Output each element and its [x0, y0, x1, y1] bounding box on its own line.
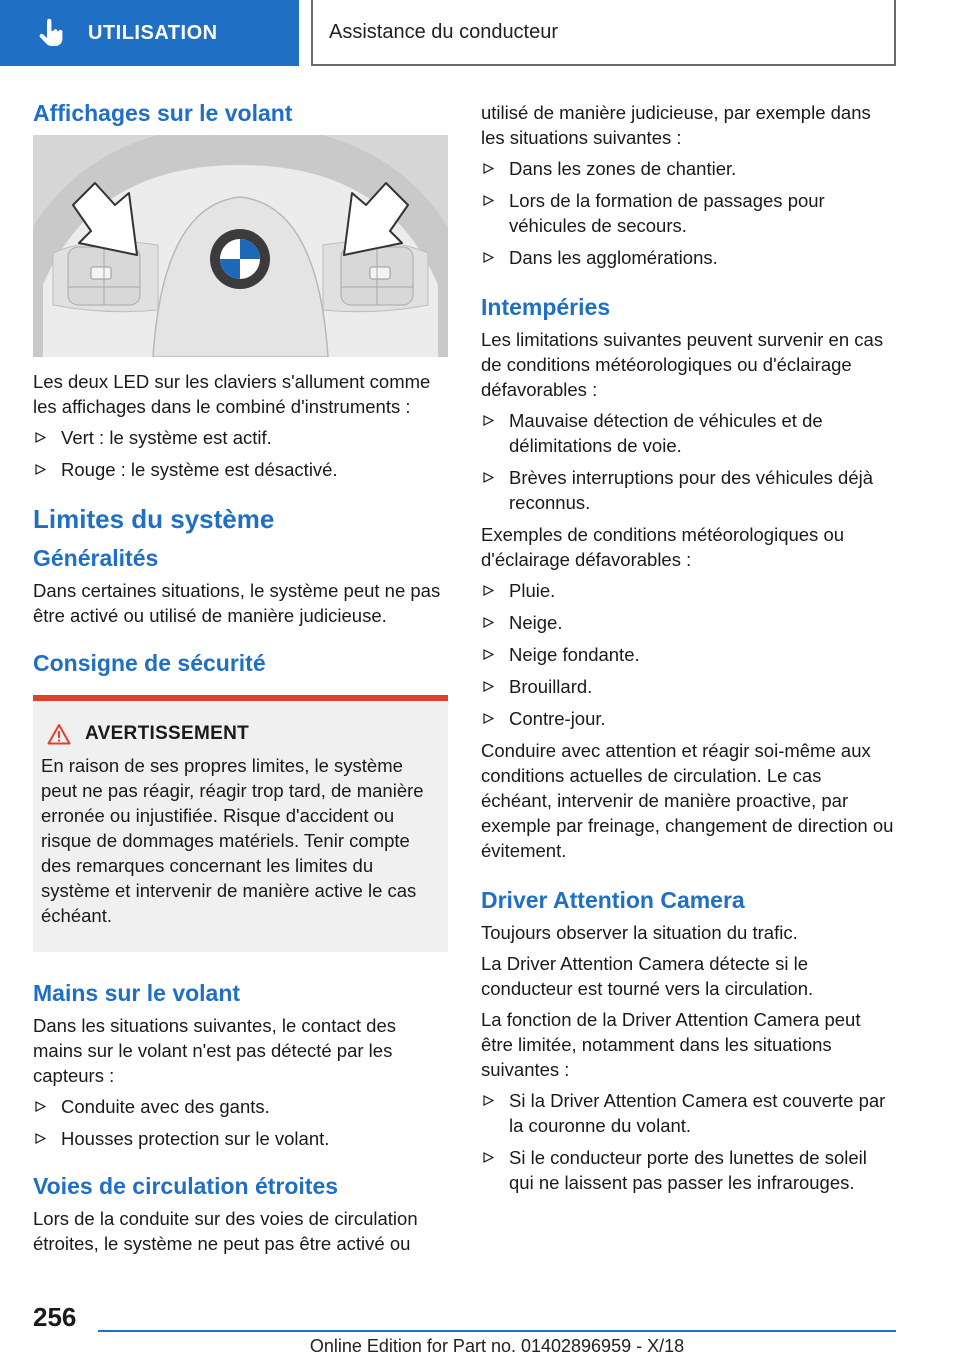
heading-voies: Voies de circulation étroites	[33, 1173, 339, 1199]
list-item: Dans les agglomérations.	[481, 245, 896, 270]
right-column	[481, 100, 896, 1202]
triangle-bullet-icon	[35, 1101, 46, 1112]
list-item: Neige.	[481, 610, 896, 635]
footer-divider	[98, 1330, 896, 1332]
triangle-bullet-icon	[35, 464, 46, 475]
paragraph-exemples: Exemples de conditions météorologiques ou d'éclairage défavorables :	[481, 524, 845, 570]
left-column	[33, 100, 448, 1262]
list-item: Vert : le système est actif.	[33, 425, 448, 450]
paragraph-intemperies: Les limitations suivantes peuvent survenir en cas de conditions météorologiques ou d'éclairage défavorables :	[481, 329, 884, 400]
triangle-bullet-icon	[483, 472, 494, 483]
paragraph-generalites: Dans certaines situations, le système peut ne pas être activé ou utilisé de manière judicieuse.	[33, 580, 441, 626]
list-item: Contre-jour.	[481, 706, 896, 731]
warning-title: AVERTISSEMENT	[41, 723, 438, 745]
triangle-bullet-icon	[483, 617, 494, 628]
page-number: 256	[33, 1302, 77, 1332]
triangle-bullet-icon	[483, 163, 494, 174]
triangle-bullet-icon	[483, 415, 494, 426]
paragraph-voies: Lors de la conduite sur des voies de circulation étroites, le système ne peut pas être activé ou	[33, 1208, 418, 1254]
list-item: Si la Driver Attention Camera est couverte par la couronne du volant.	[481, 1088, 896, 1138]
list-item: Si le conducteur porte des lunettes de soleil qui ne laissent pas passer les infrarouges.	[481, 1145, 896, 1195]
warning-text: En raison de ses propres limites, le système peut ne pas réagir, réagir trop tard, de manière erronée ou injustifiée. Risque d'accident ou risque de dommages matériels. Tenir compte des remarques concernant les limites du système et intervenir de manière active le cas échéant.	[41, 755, 424, 926]
heading-mains: Mains sur le volant	[33, 980, 241, 1006]
list-voies	[481, 156, 896, 270]
steering-wheel-illustration	[33, 135, 448, 357]
triangle-bullet-icon	[35, 1133, 46, 1144]
list-limitations	[481, 408, 896, 515]
triangle-bullet-icon	[35, 432, 46, 443]
heading-limites: Limites du système	[33, 504, 275, 534]
list-item: Brèves interruptions pour des véhicules déjà reconnus.	[481, 465, 896, 515]
list-item: Dans les zones de chantier.	[481, 156, 896, 181]
heading-affichages: Affichages sur le volant	[33, 100, 293, 126]
paragraph-mains: Dans les situations suivantes, le contact des mains sur le volant n'est pas détecté par les capteurs :	[33, 1015, 396, 1086]
triangle-bullet-icon	[483, 713, 494, 724]
list-led	[33, 425, 448, 482]
list-item: Neige fondante.	[481, 642, 896, 667]
triangle-bullet-icon	[483, 649, 494, 660]
list-mains	[33, 1094, 448, 1151]
list-item: Mauvaise détection de véhicules et de délimitations de voie.	[481, 408, 896, 458]
paragraph-camera-3: La fonction de la Driver Attention Camera peut être limitée, notamment dans les situations suivantes :	[481, 1009, 861, 1080]
triangle-bullet-icon	[483, 252, 494, 263]
paragraph-conduire: Conduire avec attention et réagir soi-même aux conditions actuelles de circulation. Le cas échéant, intervenir de manière proactive, par exemple par freinage, changement de direction ou évitement.	[481, 740, 894, 861]
paragraph-camera-2: La Driver Attention Camera détecte si le conducteur est tourné vers la circulation.	[481, 953, 814, 999]
list-item: Pluie.	[481, 578, 896, 603]
chapter-label: UTILISATION	[88, 21, 218, 44]
list-camera	[481, 1088, 896, 1195]
list-item: Conduite avec des gants.	[33, 1094, 448, 1119]
hand-pointer-icon	[36, 18, 66, 48]
list-item: Housses protection sur le volant.	[33, 1126, 448, 1151]
triangle-bullet-icon	[483, 585, 494, 596]
heading-camera: Driver Attention Camera	[481, 887, 745, 913]
list-item: Brouillard.	[481, 674, 896, 699]
warning-triangle-icon	[47, 723, 71, 745]
list-item: Rouge : le système est désactivé.	[33, 457, 448, 482]
chapter-tab[interactable]	[0, 0, 299, 66]
heading-generalites: Généralités	[33, 545, 159, 571]
heading-consigne: Consigne de sécurité	[33, 650, 266, 676]
footer-edition: Online Edition for Part no. 01402896959 - X/18	[309, 1336, 685, 1356]
paragraph-voies-cont: utilisé de manière judicieuse, par exemple dans les situations suivantes :	[481, 102, 871, 148]
paragraph-camera-1: Toujours observer la situation du trafic.	[481, 922, 798, 943]
section-title: Assistance du conducteur	[311, 0, 896, 66]
heading-intemperies: Intempéries	[481, 294, 611, 320]
triangle-bullet-icon	[483, 195, 494, 206]
warning-box	[33, 701, 448, 952]
paragraph-led: Les deux LED sur les claviers s'allument comme les affichages dans le combiné d'instruments :	[33, 371, 431, 417]
list-conditions	[481, 578, 896, 731]
triangle-bullet-icon	[483, 1095, 494, 1106]
list-item: Lors de la formation de passages pour véhicules de secours.	[481, 188, 896, 238]
triangle-bullet-icon	[483, 681, 494, 692]
triangle-bullet-icon	[483, 1152, 494, 1163]
